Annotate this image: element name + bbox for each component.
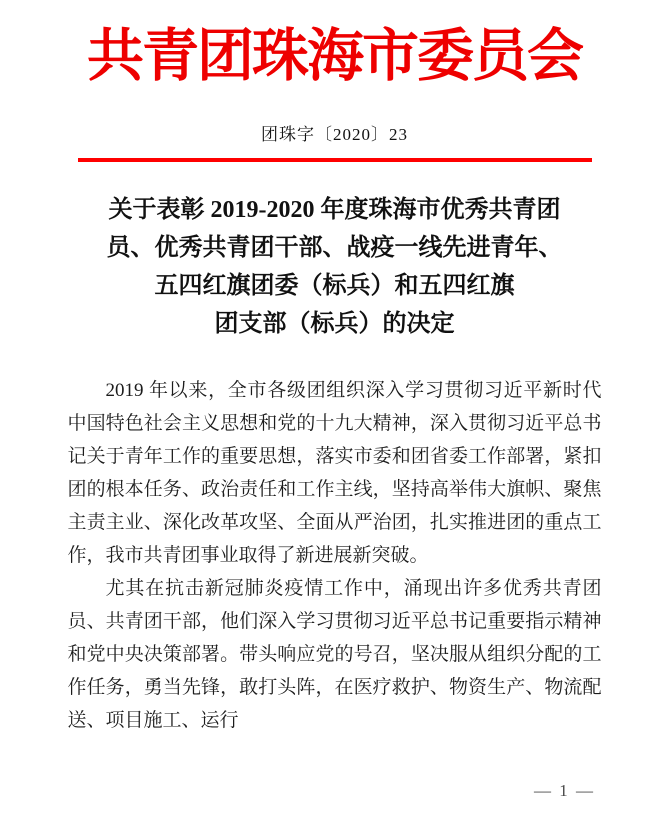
red-divider-line xyxy=(78,158,592,162)
title-line-3: 五四红旗团委（标兵）和五四红旗 xyxy=(154,273,515,300)
org-name-header: 共青团珠海市委员会 xyxy=(87,25,582,88)
title-line-1: 关于表彰 2019-2020 年度珠海市优秀共青团 xyxy=(108,197,561,224)
body-paragraph-1: 2019 年以来，全市各级团组织深入学习贯彻习近平新时代中国特色社会主义思想和党的十九大精神，深入贯彻习近平总书记关于青年工作的重要思想，落实市委和团省委工作部署，紧扣团的根本任务、政治责任和工作主线，坚持高举伟大旗帜、聚焦主责主业、深化改革攻坚、全面从严治团，扎实推进团的重点工作，我市共青团事业取得了新进展新突破。 xyxy=(67,380,602,567)
document-body xyxy=(68,374,602,737)
page-number: — 1 — xyxy=(534,781,595,800)
title-line-4: 团支部（标兵）的决定 xyxy=(214,311,455,338)
document-title xyxy=(0,191,669,343)
body-paragraph-2: 尤其在抗击新冠肺炎疫情工作中，涌现出许多优秀共青团员、共青团干部，他们深入学习贯彻习近平总书记重要指示精神和党中央决策部署。带头响应党的号召，坚决服从组织分配的工作任务，勇当先锋，敢打头阵，在医疗救护、物资生产、物流配送、项目施工、运行 xyxy=(67,578,602,732)
document-number: 团珠字〔2020〕23 xyxy=(261,125,408,145)
title-line-2: 员、优秀共青团干部、战疫一线先进青年、 xyxy=(106,235,563,262)
